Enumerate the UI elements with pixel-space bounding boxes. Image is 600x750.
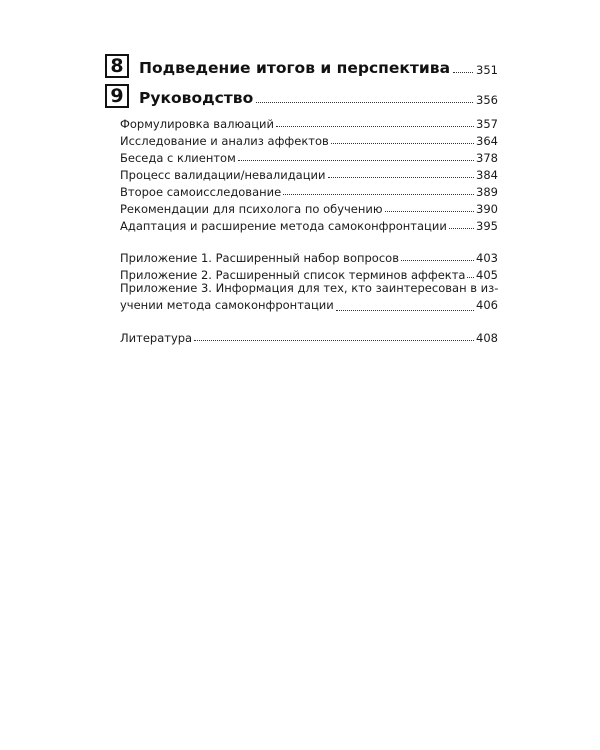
page-number: 389 (476, 184, 498, 199)
entry-title: Адаптация и расширение метода самоконфронтации (120, 218, 447, 233)
dot-leader (385, 211, 475, 212)
dot-leader (336, 310, 474, 311)
toc-entry[interactable] (120, 167, 498, 181)
entry-title: Беседа с клиентом (120, 150, 236, 165)
chapter-title: Подведение итогов и перспектива (139, 58, 451, 77)
dot-leader (276, 126, 474, 127)
entry-title: Исследование и анализ аффектов (120, 133, 329, 148)
entry-title: Приложение 2. Расширенный список терминов аффекта (120, 267, 466, 282)
dot-leader (238, 160, 474, 161)
toc-entry[interactable] (120, 133, 498, 147)
dot-leader (401, 260, 474, 261)
entry-title-line2: учении метода самоконфронтации (120, 298, 334, 312)
toc-entry[interactable] (120, 150, 498, 164)
page-number: 395 (476, 218, 498, 233)
chapter-title: Руководство (139, 88, 254, 107)
entry-title-line2-row (120, 297, 498, 314)
entry-title: Формулировка валюаций (120, 116, 274, 131)
dot-leader (449, 228, 474, 229)
dot-leader (467, 277, 474, 278)
dot-leader (283, 194, 474, 195)
page-number: 406 (476, 298, 498, 312)
page-number: 357 (476, 116, 498, 131)
entry-title: Приложение 1. Расширенный набор вопросов (120, 250, 399, 265)
page-number: 408 (476, 330, 498, 345)
toc-entry-appendix[interactable] (120, 280, 498, 314)
toc-entry-appendix[interactable] (120, 267, 498, 281)
dot-leader (331, 143, 474, 144)
entry-title-line1: Приложение 3. Информация для тех, кто заинтересован в из- (120, 281, 499, 295)
page-number: 405 (476, 267, 498, 282)
chapter-8[interactable] (105, 54, 498, 78)
page-number: 351 (476, 62, 498, 77)
entry-title: Процесс валидации/невалидации (120, 167, 326, 182)
toc-entry[interactable] (120, 201, 498, 215)
dot-leader (194, 340, 474, 341)
toc-entry[interactable] (120, 116, 498, 130)
chapter-number: 8 (105, 54, 129, 78)
dot-leader (453, 72, 473, 73)
entry-title: Рекомендации для психолога по обучению (120, 201, 383, 216)
page-number: 364 (476, 133, 498, 148)
toc-entry[interactable] (120, 218, 498, 232)
dot-leader (256, 102, 473, 103)
entry-title: Второе самоисследование (120, 184, 282, 199)
page-number: 384 (476, 167, 498, 182)
toc-entry[interactable] (120, 184, 498, 198)
entry-title: Литература (120, 330, 193, 345)
toc-entry-literature[interactable] (120, 330, 498, 344)
chapter-number: 9 (105, 84, 129, 108)
page-number: 403 (476, 250, 498, 265)
dot-leader (328, 177, 475, 178)
page-number: 356 (476, 92, 498, 107)
page-number: 378 (476, 150, 498, 165)
chapter-9[interactable] (105, 84, 498, 108)
page-number: 390 (476, 201, 498, 216)
toc-entry-appendix[interactable] (120, 250, 498, 264)
